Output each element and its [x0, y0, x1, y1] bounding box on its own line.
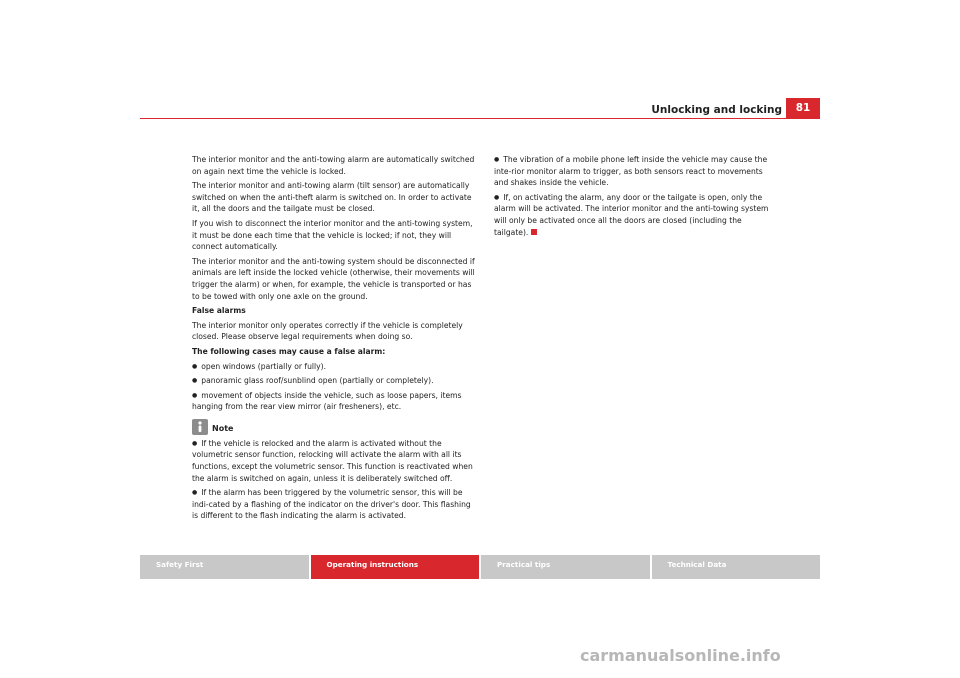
left-column	[192, 154, 475, 525]
paragraph: The interior monitor and anti-towing alarm (tilt sensor) are automatically switched on when the anti-theft alarm is switched on. In order to activate it, all the doors and the tailgate must be closed.	[192, 181, 472, 214]
paragraph: The interior monitor and the anti-towing system should be disconnected if animals are left inside the locked vehicle (otherwise, their movements will trigger the alarm) or when, for example, the vehicle is transported or has to be towed with only one axle on the ground.	[192, 256, 475, 301]
false-alarms-heading: False alarms	[192, 306, 246, 316]
info-note-icon	[192, 419, 208, 435]
footer-tab-operating-instructions[interactable]: Operating instructions	[311, 555, 480, 579]
note-bullet-item: ● If the alarm has been triggered by the volumetric sensor, this will be indi-cated by a flashing of the indicator on the driver's door. This flashing is different to the flash indicating the alarm is activated.	[192, 487, 475, 522]
note-label: Note	[212, 424, 234, 434]
paragraph: The interior monitor and the anti-towing alarm are automatically switched on again next time the vehicle is locked.	[192, 155, 475, 176]
footer-nav	[140, 555, 820, 579]
bullet-item: ● The vibration of a mobile phone left inside the vehicle may cause the inte-rior monitor alarm to trigger, as both sensors react to movements and shakes inside the vehicle.	[494, 154, 770, 189]
watermark: carmanualsonline.info	[580, 646, 781, 665]
footer-tab-safety-first[interactable]: Safety First	[140, 555, 309, 579]
end-square-icon	[531, 229, 537, 235]
page-header-title: Unlocking and locking	[651, 104, 782, 116]
footer-tab-technical-data[interactable]: Technical Data	[652, 555, 821, 579]
note-bullet-item: ● If the vehicle is relocked and the alarm is activated without the volumetric sensor function, relocking will activate the alarm with all its functions, except the volumetric sensor. This function is reactivated when the alarm is switched on again, unless it is deliberately switched off.	[192, 438, 475, 484]
header-rule	[140, 118, 820, 119]
paragraph: If you wish to disconnect the interior monitor and the anti-towing system, it must be done each time that the vehicle is locked; if not, they will connect automatically.	[192, 218, 473, 252]
bullet-item: ● movement of objects inside the vehicle, such as loose papers, items hanging from the rear view mirror (air fresheners), etc.	[192, 390, 475, 413]
right-column	[494, 154, 770, 241]
bullet-item: ● panoramic glass roof/sunblind open (partially or completely).	[192, 375, 475, 387]
cases-heading: The following cases may cause a false alarm:	[192, 346, 386, 356]
footer-tab-practical-tips[interactable]: Practical tips	[481, 555, 650, 579]
bullet-item: ● open windows (partially or fully).	[192, 361, 475, 373]
bullet-text: If, on activating the alarm, any door or the tailgate is open, only the alarm will be activated. The interior monitor and the anti-towing system will only be activated once all the doors are closed (including the tailgate).	[494, 192, 769, 237]
note-header	[192, 419, 475, 435]
bullet-item	[494, 192, 770, 238]
page-number-badge: 81	[786, 98, 820, 118]
paragraph: The interior monitor only operates correctly if the vehicle is completely closed. Please observe legal requirements when doing so.	[192, 320, 463, 342]
